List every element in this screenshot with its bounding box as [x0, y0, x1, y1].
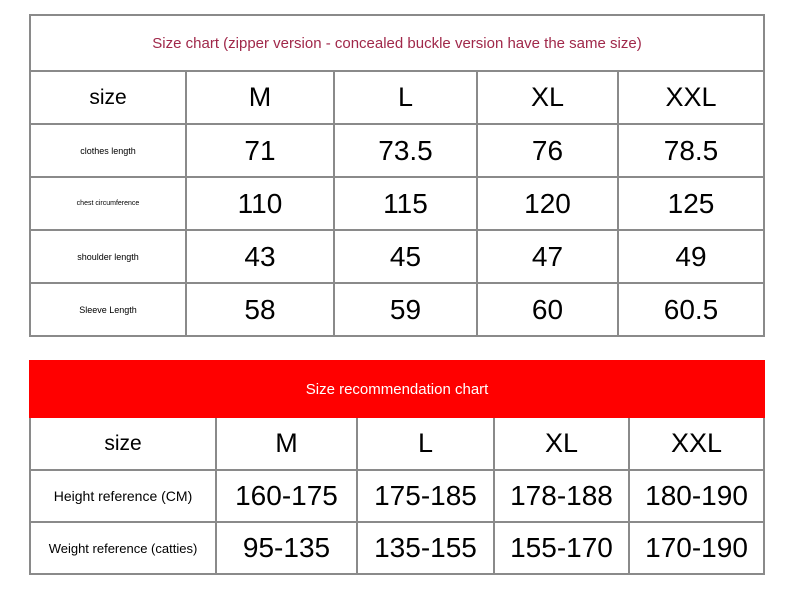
table-cell: 58 [186, 283, 334, 336]
table-cell: 73.5 [334, 124, 477, 177]
table-cell: 60.5 [618, 283, 764, 336]
table-cell: 180-190 [629, 470, 764, 522]
table-cell: 120 [477, 177, 618, 230]
table-cell: 43 [186, 230, 334, 283]
table-cell: 45 [334, 230, 477, 283]
table-cell: 170-190 [629, 522, 764, 574]
table-cell: 110 [186, 177, 334, 230]
table-row [30, 177, 764, 230]
size-chart-header-row [30, 71, 764, 124]
table-cell: 95-135 [216, 522, 357, 574]
header-cell: size [30, 417, 216, 470]
table-cell: 59 [334, 283, 477, 336]
header-cell: XXL [618, 71, 764, 124]
table-row [30, 230, 764, 283]
header-cell: XL [494, 417, 629, 470]
table-row [30, 124, 764, 177]
table-cell: 160-175 [216, 470, 357, 522]
table-cell: 178-188 [494, 470, 629, 522]
table-cell: 78.5 [618, 124, 764, 177]
table-cell: 76 [477, 124, 618, 177]
size-chart-title: Size chart (zipper version - concealed buckle version have the same size) [30, 15, 764, 71]
table-cell: 155-170 [494, 522, 629, 574]
row-label: Weight reference (catties) [30, 522, 216, 574]
table-cell: 71 [186, 124, 334, 177]
header-cell: XXL [629, 417, 764, 470]
size-recommendation-table [29, 360, 765, 575]
row-label: Sleeve Length [30, 283, 186, 336]
header-cell: L [334, 71, 477, 124]
table-cell: 175-185 [357, 470, 494, 522]
header-cell: size [30, 71, 186, 124]
recommendation-header-row [30, 417, 764, 470]
table-row [30, 522, 764, 574]
row-label: chest circumference [30, 177, 186, 230]
row-label: Height reference (CM) [30, 470, 216, 522]
table-cell: 49 [618, 230, 764, 283]
table-row [30, 283, 764, 336]
header-cell: M [216, 417, 357, 470]
table-row [30, 470, 764, 522]
recommendation-chart-title: Size recommendation chart [30, 361, 764, 417]
row-label: clothes length [30, 124, 186, 177]
row-label: shoulder length [30, 230, 186, 283]
table-cell: 135-155 [357, 522, 494, 574]
table-cell: 47 [477, 230, 618, 283]
table-cell: 60 [477, 283, 618, 336]
header-cell: M [186, 71, 334, 124]
size-chart-table [29, 14, 765, 337]
header-cell: XL [477, 71, 618, 124]
header-cell: L [357, 417, 494, 470]
table-cell: 115 [334, 177, 477, 230]
table-cell: 125 [618, 177, 764, 230]
